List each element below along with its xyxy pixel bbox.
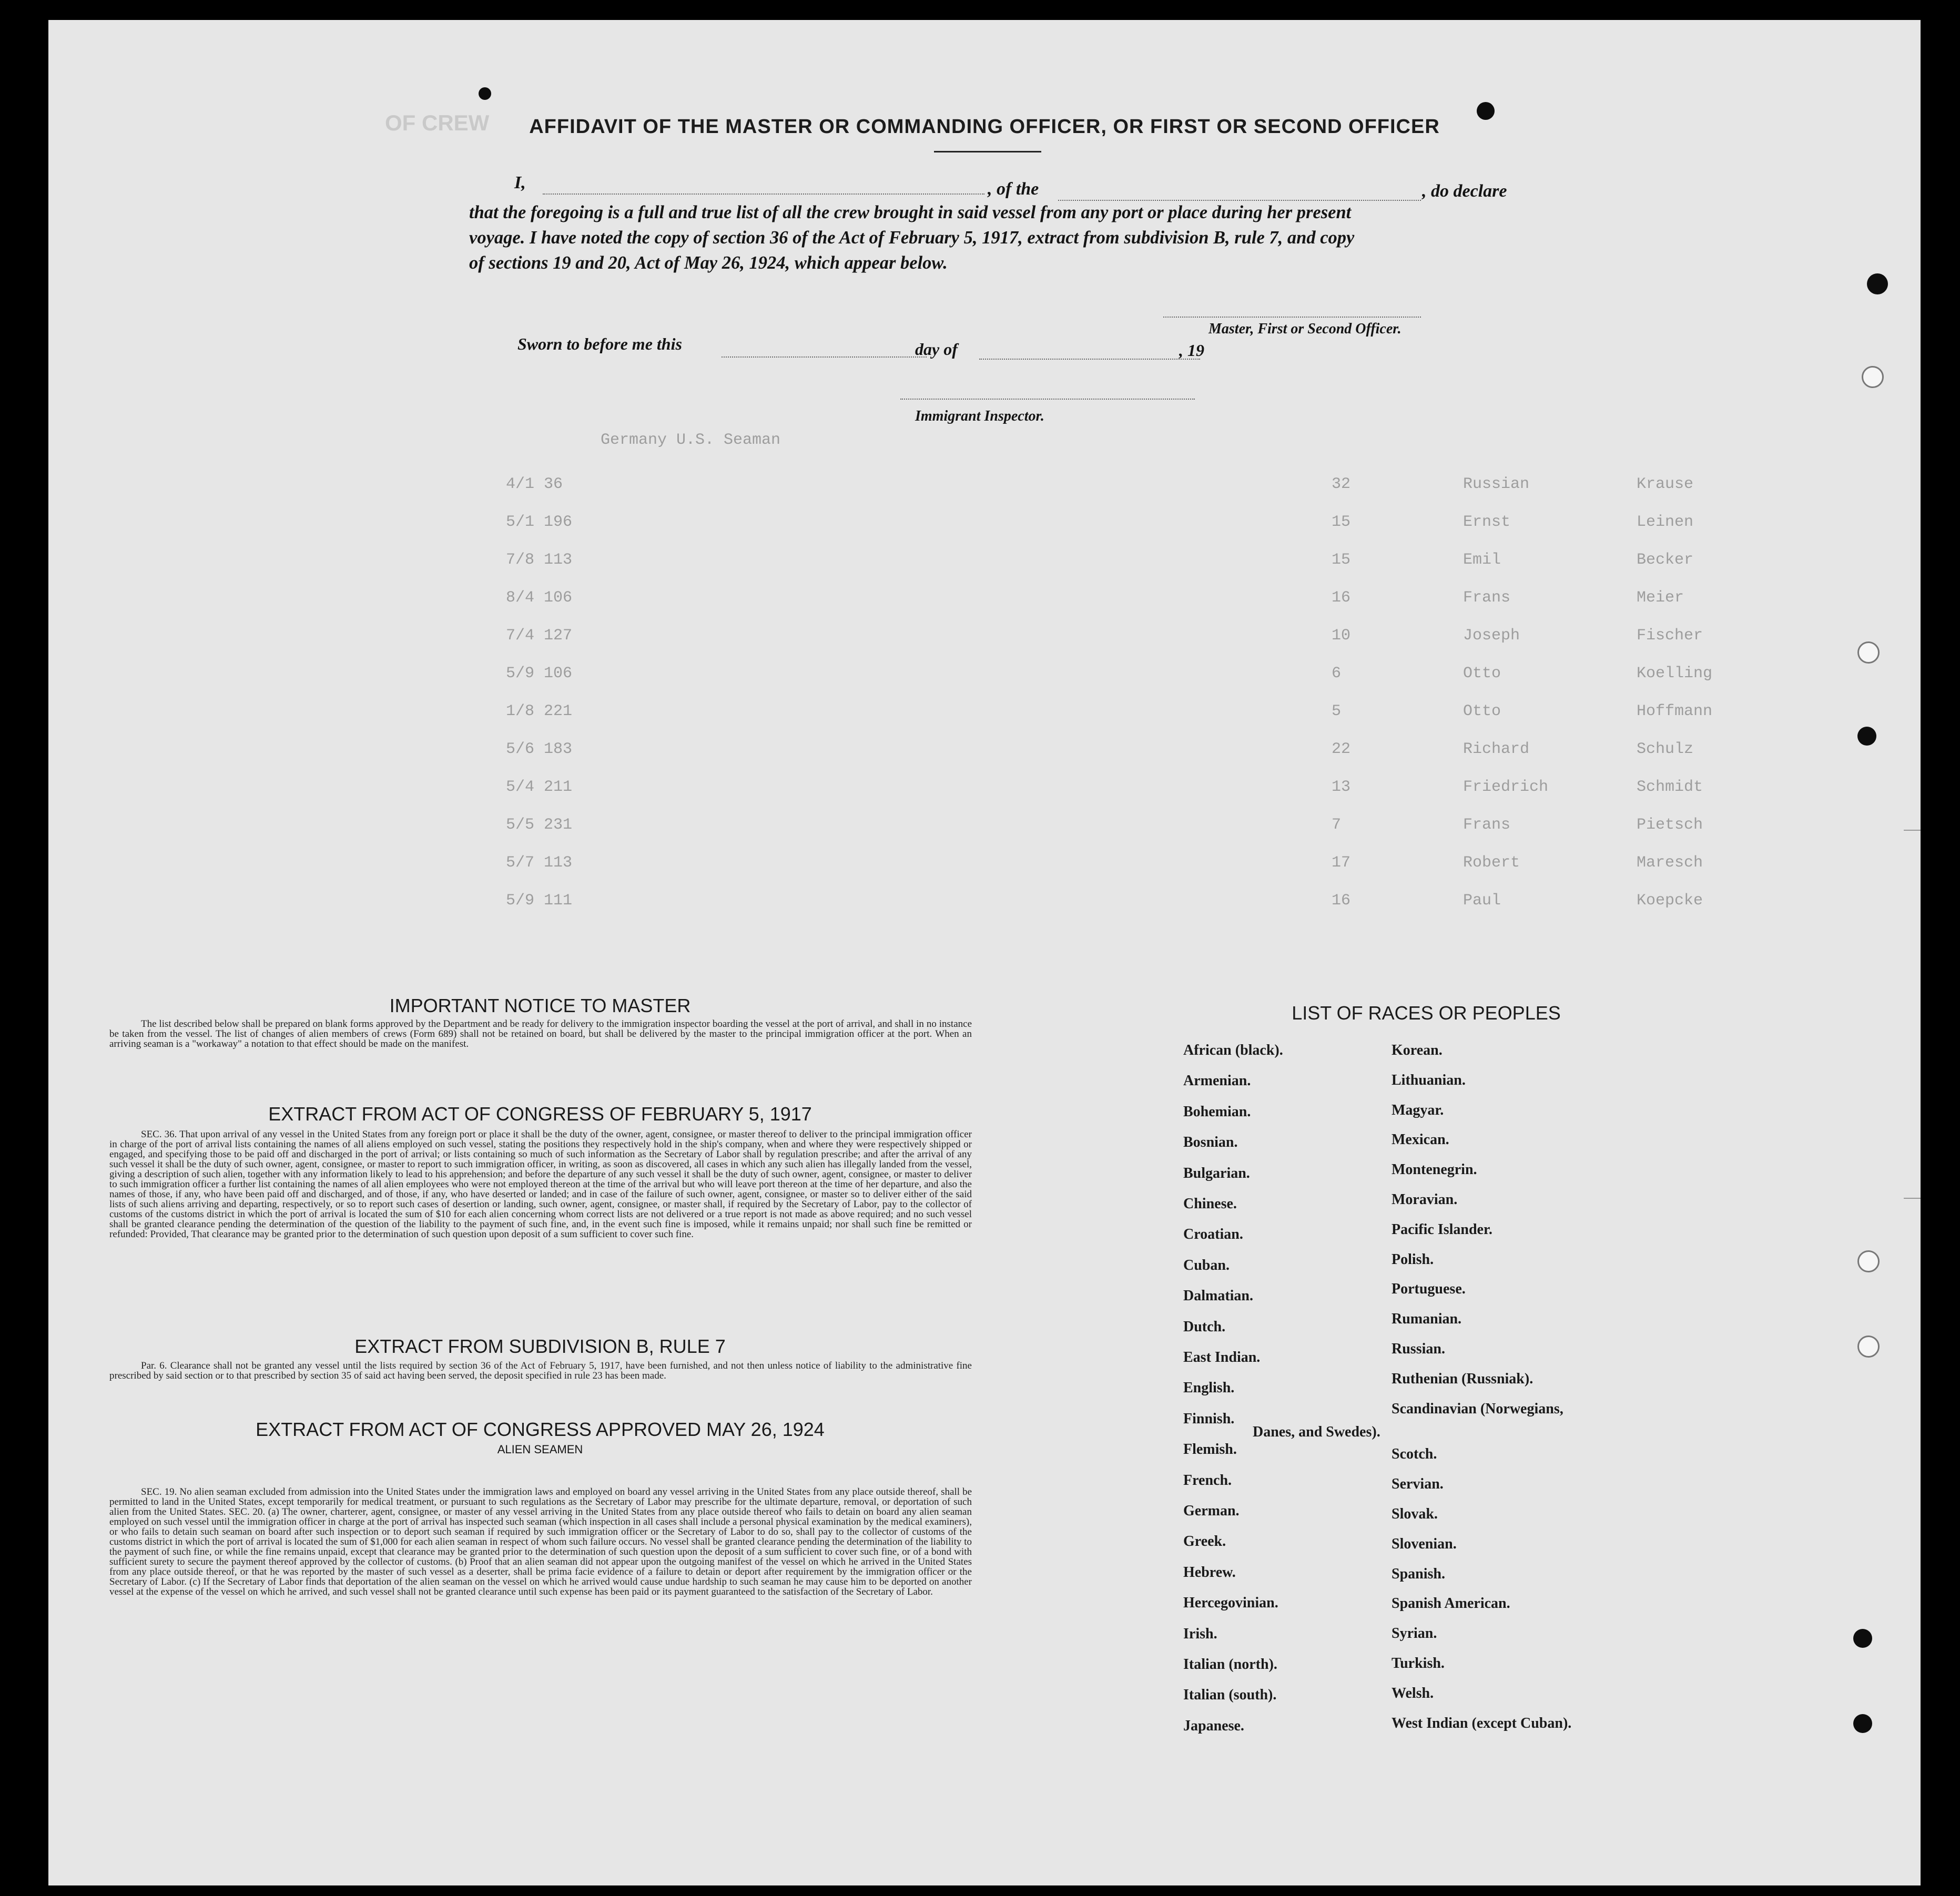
race-item: Chinese. — [1183, 1196, 1237, 1212]
race-item: Spanish American. — [1392, 1595, 1510, 1612]
edge-rule — [1904, 830, 1921, 831]
bleed-through-cell: 5/4 211 — [506, 778, 573, 796]
race-item: West Indian (except Cuban). — [1392, 1715, 1572, 1731]
race-item: Lithuanian. — [1392, 1072, 1466, 1088]
race-item: Finnish. — [1183, 1410, 1235, 1427]
bleed-through-cell: Becker — [1637, 551, 1694, 569]
race-item: East Indian. — [1183, 1349, 1261, 1365]
notice-title: IMPORTANT NOTICE TO MASTER — [389, 995, 691, 1016]
bleed-through-cell: 17 — [1332, 854, 1351, 872]
race-item: Hercegovinian. — [1183, 1595, 1278, 1612]
sworn-label: Sworn to before me this — [517, 334, 682, 353]
bleed-through-cell: 5/9 111 — [506, 892, 573, 910]
year-label: , 19 — [1179, 341, 1204, 360]
bleed-through-cell: Hoffmann — [1637, 702, 1713, 720]
extract-1924-body: SEC. 19. No alien seaman excluded from admission into the United States under the immigration laws and employed on board any vessel arriving in the United States from any place outside thereof, shall be permitted to land in the United States, except temporarily for medical treatment, or pursuant to such regulations as the Secretary of Labor may prescribe for the ultimate departure, removal, or deportation of such alien from the United States. SEC. 20. (a) The owner, charterer, agent, consignee, or master of any vessel arriving in the United States from any place outside thereof who fails to detain on board any alien seaman employed on such vessel until the immigration officer in charge at the port of arrival has inspected such seaman (which inspection in all cases shall include a personal physical examination by the medical examiners), or who fails to detain such seaman on board after such inspection or to deport such seaman if required by such immigration officer or the Secretary of Labor to do so, shall pay to the collector of customs of the customs district in which the port of arrival is located the sum of $1,000 for each alien seaman in respect of whom such failure occurs. No vessel shall be granted clearance pending the determination of the liability to the payment of such fine, or while the fine remains unpaid, except that clearance may be granted prior to the determination of such question upon the deposit of a sum sufficient to cover such fine, or of a bond with sufficient surety to secure the payment thereof approved by the collector of customs. (b) Proof that an alien seaman did not appear upon the outgoing manifest of the vessel on which he arrived in the United States from any place outside thereof, or that he was reported by the master of such vessel as a deserter, shall be prima facie evidence of a failure to detain or deport after requirement by the immigration officer or the Secretary of Labor. (c) If the Secretary of Labor finds that deportation of the alien seaman on the vessel on which he arrived would cause undue hardship to such seaman he may cause him to be deported on another vessel at the expense of the vessel on which he arrived, and such vessel shall not be granted clearance until such expense has been paid or its payment guaranteed to the satisfaction of the Secretary of Labor. — [109, 1486, 972, 1597]
bleed-through-cell: Meier — [1637, 589, 1684, 607]
race-item: Scandinavian (Norwegians, — [1392, 1400, 1563, 1417]
bleed-through-cell: 6 — [1332, 665, 1342, 682]
bleed-through-cell: 5/9 106 — [506, 665, 573, 682]
bleed-through-cell: Maresch — [1637, 854, 1703, 872]
rule-7-title: EXTRACT FROM SUBDIVISION B, RULE 7 — [354, 1336, 726, 1357]
bleed-through-cell: Paul — [1463, 892, 1501, 910]
bleed-through-cell: Schmidt — [1637, 778, 1703, 796]
bleed-through-heading: OF CREW — [385, 110, 490, 135]
race-item: Mexican. — [1392, 1132, 1449, 1148]
form-sheet — [48, 20, 1921, 1885]
race-item: Scotch. — [1392, 1446, 1437, 1463]
race-item: Greek. — [1183, 1533, 1226, 1550]
bleed-through-top-row: Germany U.S. Seaman — [601, 431, 781, 449]
master-signature-label: Master, First or Second Officer. — [1209, 321, 1402, 337]
race-item: Magyar. — [1392, 1102, 1444, 1118]
affidavit-do-declare-label: , do declare — [1422, 181, 1507, 201]
bleed-through-cell: 16 — [1332, 892, 1351, 910]
bleed-through-cell: Joseph — [1463, 627, 1520, 645]
bleed-through-cell: 16 — [1332, 589, 1351, 607]
race-item: Slovak. — [1392, 1506, 1438, 1522]
binder-hole — [1853, 1714, 1872, 1733]
sworn-day-field[interactable] — [722, 356, 927, 358]
bleed-through-cell: Koelling — [1637, 665, 1713, 682]
race-item: Croatian. — [1183, 1226, 1243, 1243]
bleed-through-cell: Krause — [1637, 475, 1694, 493]
bleed-through-cell: Friedrich — [1463, 778, 1549, 796]
race-item: Moravian. — [1392, 1191, 1458, 1208]
bleed-through-cell: Leinen — [1637, 513, 1694, 531]
race-item: Irish. — [1183, 1625, 1217, 1642]
race-item: Spanish. — [1392, 1565, 1445, 1582]
race-item: Welsh. — [1392, 1685, 1434, 1701]
binder-hole — [1857, 641, 1880, 664]
race-item: Ruthenian (Russniak). — [1392, 1370, 1534, 1387]
race-item: French. — [1183, 1472, 1232, 1489]
race-item: Servian. — [1392, 1476, 1444, 1493]
affidavit-title: AFFIDAVIT OF THE MASTER OR COMMANDING OFFICER, OR FIRST OR SECOND OFFICER — [529, 116, 1440, 138]
bleed-through-cell: 5/6 183 — [506, 740, 573, 758]
race-item: Bohemian. — [1183, 1103, 1251, 1120]
affidavit-i-label: I, — [514, 173, 526, 192]
inspector-signature-field[interactable] — [900, 399, 1195, 400]
bleed-through-cell: Robert — [1463, 854, 1520, 872]
extract-1917-title: EXTRACT FROM ACT OF CONGRESS OF FEBRUARY 5, 1917 — [268, 1103, 812, 1125]
name-field[interactable] — [543, 193, 984, 195]
binder-hole — [1857, 727, 1876, 746]
bleed-through-cell: 5/5 231 — [506, 816, 573, 834]
bleed-through-cell: 10 — [1332, 627, 1351, 645]
race-item: Italian (north). — [1183, 1656, 1277, 1673]
race-item: African (black). — [1183, 1042, 1283, 1058]
race-item: Hebrew. — [1183, 1564, 1236, 1581]
binder-hole — [1857, 1336, 1880, 1358]
race-scandinavian-continued: Danes, and Swedes). — [1253, 1424, 1380, 1440]
extract-1917-body: SEC. 36. That upon arrival of any vessel in the United States from any foreign port or place it shall be the duty of the owner, agent, consignee, or master thereof to deliver to the principal immigration officer in charge of the port of arrival lists containing the names of all aliens employed on such vessel, stating the positions they respectively hold in the ship's company, when and where they were respectively shipped or engaged, and specifying those to be paid off and discharged in the port of arrival; or lists containing so much of such information as the Secretary of Labor shall by regulation prescribe; and after the arrival of any such vessel it shall be the duty of such owner, agent, consignee, or master to report to such immigration officer, in writing, as soon as discovered, all cases in which any such alien has illegally landed from the vessel, giving a description of such alien, together with any information likely to lead to his apprehension; and before the departure of any such vessel it shall be the duty of such owner, agent, consignee, or master to deliver to such immigration officer a further list containing the names of all alien employees who were not employed thereon at the time of the arrival but who will leave port thereon at the time of her departure, and also the names of those, if any, who have been paid off and discharged, and of those, if any, who have deserted or landed; and in case of the failure of such owner, agent, consignee, or master so to deliver either of the said lists of such aliens arriving and departing, respectively, or so to report such cases of desertion or landing, such owner, agent, consignee, or master shall, if required by the Secretary of Labor, pay to the collector of customs of the customs district in which the port of arrival is located the sum of $10 for each alien concerning whom correct lists are not delivered or a true report is not made as above required; and no such vessel shall be granted clearance pending the determination of the question of the liability to the payment of such fine, and, in the event such fine is imposed, while it remains unpaid; nor shall such fine be remitted or refunded: Provided, That clearance may be granted prior to the determination of such question upon deposit of a sum sufficient to cover such fine. — [109, 1129, 972, 1240]
ink-mark — [479, 87, 491, 100]
bleed-through-cell: 5 — [1332, 702, 1342, 720]
rule-7-body: Par. 6. Clearance shall not be granted any vessel until the lists required by section 36 of the Act of February 5, 1917, have been furnished, and not then unless notice of liability to the administrative fine prescribed by said section or to that prescribed by section 35 of said act having been served, the deposit specified in rule 23 has been made. — [109, 1360, 972, 1381]
race-item: Rumanian. — [1392, 1311, 1462, 1328]
race-item: German. — [1183, 1503, 1240, 1519]
race-item: Portuguese. — [1392, 1281, 1466, 1298]
binder-hole — [1867, 273, 1888, 294]
bleed-through-cell: Frans — [1463, 816, 1511, 834]
race-item: Armenian. — [1183, 1073, 1251, 1089]
binder-hole — [1853, 1629, 1872, 1648]
bleed-through-cell: Ernst — [1463, 513, 1511, 531]
bleed-through-cell: 5/1 196 — [506, 513, 573, 531]
bleed-through-cell: 32 — [1332, 475, 1351, 493]
notice-body: The list described below shall be prepared on blank forms approved by the Department and be ready for delivery to the immigration inspector boarding the vessel at the port of arrival, and shall in no instance be taken from the vessel. The list of changes of alien members of crews (Form 689) shall not be retained on board, but shall be delivered by the master to the principal immigration officer at the port. When an arriving seaman is a "workaway" a notation to that effect should be made on the manifest. — [109, 1018, 972, 1049]
race-item: Korean. — [1392, 1042, 1443, 1058]
race-item: Italian (south). — [1183, 1687, 1277, 1704]
affidavit-line-4: of sections 19 and 20, Act of May 26, 1924, which appear below. — [469, 253, 948, 273]
bleed-through-cell: 7/8 113 — [506, 551, 573, 569]
race-item: Flemish. — [1183, 1441, 1237, 1458]
bleed-through-cell: 4/1 36 — [506, 475, 563, 493]
race-item: Montenegrin. — [1392, 1161, 1477, 1178]
bleed-through-cell: 8/4 106 — [506, 589, 573, 607]
bleed-through-cell: 13 — [1332, 778, 1351, 796]
bleed-through-cell: 22 — [1332, 740, 1351, 758]
race-item: Cuban. — [1183, 1257, 1230, 1273]
race-item: Dutch. — [1183, 1318, 1226, 1335]
affidavit-line-2: that the foregoing is a full and true list of all the crew brought in said vessel from any port or place during her present — [469, 202, 1352, 222]
bleed-through-cell: 7/4 127 — [506, 627, 573, 645]
bleed-through-cell: Richard — [1463, 740, 1530, 758]
bleed-through-cell: Emil — [1463, 551, 1501, 569]
day-of-label: day of — [915, 340, 958, 359]
race-item: Japanese. — [1183, 1717, 1244, 1734]
bleed-through-cell: 1/8 221 — [506, 702, 573, 720]
race-item: English. — [1183, 1380, 1235, 1396]
binder-hole — [1857, 1250, 1880, 1272]
race-item: Syrian. — [1392, 1625, 1437, 1642]
affidavit-of-the-label: , of the — [988, 179, 1039, 199]
bleed-through-cell: Pietsch — [1637, 816, 1703, 834]
bleed-through-cell: Otto — [1463, 665, 1501, 682]
bleed-through-cell: Fischer — [1637, 627, 1703, 645]
race-item: Turkish. — [1392, 1655, 1445, 1671]
bleed-through-cell: 5/7 113 — [506, 854, 573, 872]
race-item: Bulgarian. — [1183, 1165, 1250, 1181]
edge-rule — [1904, 1198, 1921, 1199]
race-item: Slovenian. — [1392, 1535, 1457, 1552]
inspector-label: Immigrant Inspector. — [915, 408, 1044, 424]
sworn-month-field[interactable] — [979, 359, 1200, 360]
bleed-through-cell: Russian — [1463, 475, 1530, 493]
race-item: Bosnian. — [1183, 1134, 1238, 1151]
binder-hole — [1862, 366, 1884, 388]
races-title: LIST OF RACES OR PEOPLES — [1292, 1002, 1561, 1024]
race-item: Dalmatian. — [1183, 1288, 1253, 1304]
bleed-through-cell: 7 — [1332, 816, 1342, 834]
race-item: Polish. — [1392, 1251, 1434, 1268]
race-item: Pacific Islander. — [1392, 1221, 1492, 1238]
bleed-through-cell: 15 — [1332, 551, 1351, 569]
extract-1924-subtitle: ALIEN SEAMEN — [497, 1443, 583, 1456]
extract-1924-title: EXTRACT FROM ACT OF CONGRESS APPROVED MAY 26, 1924 — [256, 1419, 825, 1440]
affidavit-line-3: voyage. I have noted the copy of section 36 of the Act of February 5, 1917, extract from subdivision B, rule 7, and copy — [469, 228, 1355, 248]
race-item: Russian. — [1392, 1341, 1445, 1357]
title-rule — [934, 151, 1041, 152]
bleed-through-cell: Frans — [1463, 589, 1511, 607]
bleed-through-cell: 15 — [1332, 513, 1351, 531]
bleed-through-cell: Schulz — [1637, 740, 1694, 758]
bleed-through-cell: Koepcke — [1637, 892, 1703, 910]
bleed-through-cell: Otto — [1463, 702, 1501, 720]
